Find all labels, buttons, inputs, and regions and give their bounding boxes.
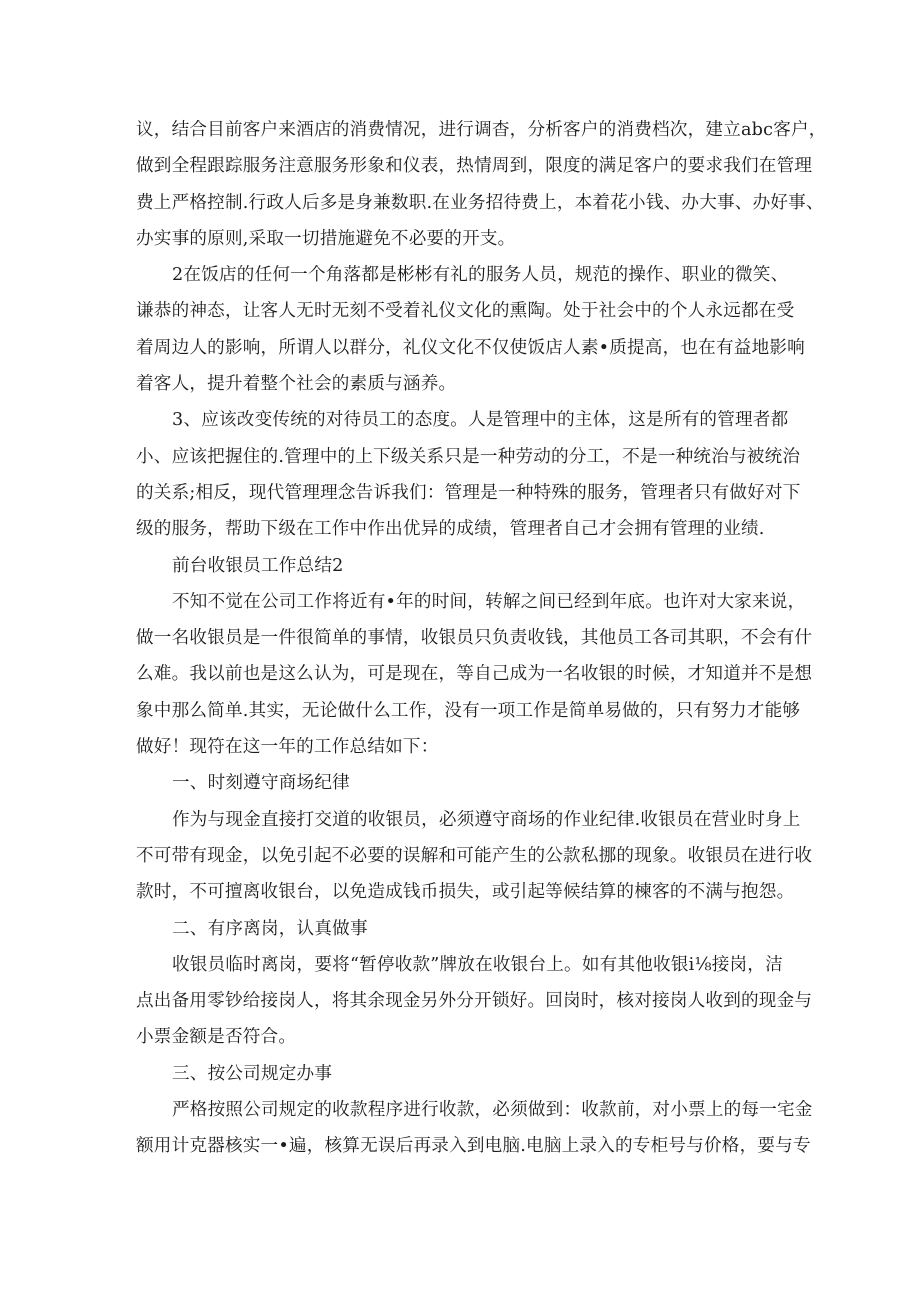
section-heading-3: 三、按公司规定办事 [172,1063,333,1084]
text-line: 点出备用零钞给接岗人，将其余现金另外分开锁好。回岗时，核对接岗人收到的现金与 [136,991,813,1012]
text-line: 不知不觉在公司工作将近有•年的时间，转解之间已经到年底。也许对大家来说， [172,591,806,612]
text-line: 款时，不可擅离收银台，以免造成钱币损失，或引起等候结算的楝客的不满与抱怨。 [136,882,795,903]
section-heading-1: 一、时刻遵守商场纪律 [172,773,350,794]
text-line: 严格按照公司规定的收款程序进行收款，必须做到：收款前，对小票上的每一宅金 [172,1100,813,1121]
section-heading-2: 二、有序离岗，认真做事 [172,918,368,939]
document-page [136,112,827,1165]
text-line: 不可带有现金，以免引起不必要的误解和可能产生的公款私挪的现象。收银员在进行收 [136,845,813,866]
text-line: 做一名收银员是一件很简单的事情，收银员只负责收钱，其他员工各司其职，不会有什 [136,628,813,649]
text-line: 额用计克器核实一•遍，核算无误后再录入到电脑.电脑上录入的专柜号与价格，要与专 [136,1136,811,1157]
text-line: 办实事的原则,采取一切措施避免不必要的开支。 [136,228,516,249]
text-line: 议，结合目前客户来酒店的消费情况，进行调杳，分析客户的消费档次，建立abc客户， [136,120,827,140]
section-title: 前台收银员工作总结2 [172,555,344,576]
text-line: 的关系;相反，现代管理理念告诉我们：管理是一种特殊的服务，管理者只有做好对下 [136,482,801,503]
text-line: 级的服务，帮助下级在工作中作出优异的成绩，管理者自己才会拥有管理的业绩. [136,519,765,540]
text-line: 做好！现符在这一年的工作总结如下： [136,737,439,758]
text-line: 收银员临时离岗，要将“暂停收款”牌放在收银台上。如有其他收银i⅛接岗，洁 [172,954,783,975]
text-line: 象中那么简单.其实，无论做什么工作，没有一项工作是简单易做的，只有努力才能够 [136,700,801,721]
text-line: 作为与现金直接打交道的收银员，必须遵守商场的作业纪律.收银员在营业时身上 [172,809,801,830]
text-line: 小票金额是否符合。 [136,1027,297,1048]
text-line: 谦恭的神态，让客人无时无刻不受着礼仪文化的熏陶。处于社会中的个人永远都在受 [136,301,795,322]
text-line: 着周边人的影响，所谓人以群分，礼仪文化不仅使饭店人素•质提高，也在有益地影响 [136,337,805,358]
text-line: 费上严格控制.行政人后多是身兼数职.在业务招待费上，本着花小钱、办大事、办好事、 [136,192,824,213]
text-line: 小、应该把握住的.管理中的上下级关系只是一种劳动的分工，不是一种统治与被统治 [136,446,801,467]
text-line: 么难。我以前也是这么认为，可是现在，等自己成为一名收银的时候，才知道并不是想 [136,664,813,685]
text-line: 3、应该改变传统的对待员工的态度。人是管理中的主体，这是所有的管理者都 [172,410,789,431]
text-line: 着客人，提升着整个社会的素质与涵养。 [136,374,457,395]
text-line: 2在饭店的任何一个角落都是彬彬有礼的服务人员，规范的操作、职业的微笑、 [172,265,789,286]
text-line: 做到全程跟踪服务注意服务形象和仪表，热情周到，限度的满足客户的要求我们在管理 [136,156,813,177]
